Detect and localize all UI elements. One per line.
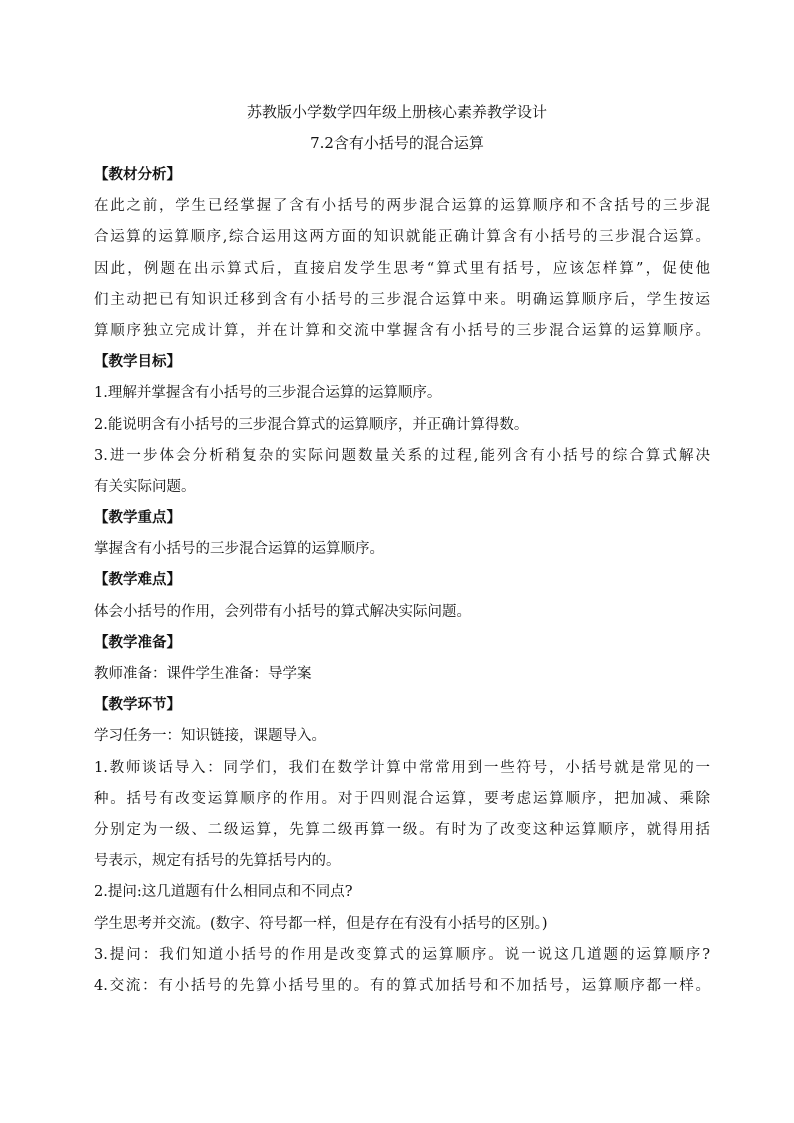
paragraph-line: 4.交流：有小括号的先算小括号里的。有的算式加括号和不加括号，运算顺序都一样。 <box>94 977 710 994</box>
section-heading: 【教学目标】 <box>94 354 181 371</box>
paragraph-line: 种。括号有改变运算顺序的作用。对于四则混合运算，要考虑运算顺序，把加减、乘除 <box>94 790 710 807</box>
paragraph-line: 体会小括号的作用，会列带有小括号的算式解决实际问题。 <box>94 603 471 620</box>
section-heading: 【教材分析】 <box>94 167 181 183</box>
paragraph-line: 3.提问：我们知道小括号的作用是改变算式的运算顺序。说一说这几道题的运算顺序? <box>94 946 710 963</box>
section-heading: 【教学环节】 <box>94 697 181 714</box>
paragraph-line: 在此之前，学生已经掌握了含有小括号的两步混合运算的运算顺序和不含括号的三步混 <box>94 198 710 215</box>
paragraph-line: 学习任务一：知识链接，课题导入。 <box>94 728 326 745</box>
paragraph-line: 有关实际问题。 <box>94 478 196 495</box>
paragraph-line: 分别定为一级、二级运算，先算二级再算一级。有时为了改变这种运算顺序，就得用括 <box>94 821 710 838</box>
paragraph-line: 1.理解并掌握含有小括号的三步混合运算的运算顺序。 <box>94 385 442 402</box>
paragraph-line: 号表示，规定有括号的先算括号内的。 <box>94 853 341 870</box>
paragraph-line: 因此，例题在出示算式后，直接启发学生思考“算式里有括号，应该怎样算”，促使他 <box>94 260 710 277</box>
document-subtitle: 7.2含有小括号的混合运算 <box>310 134 484 152</box>
section-heading: 【教学重点】 <box>94 510 181 527</box>
paragraph-line: 2.提问:这几道题有什么相同点和不同点? <box>94 884 353 901</box>
paragraph-line: 1.教师谈话导入：同学们，我们在数学计算中常常用到一些符号，小括号就是常见的一 <box>94 759 710 776</box>
paragraph-line: 学生思考并交流。(数字、符号都一样，但是存在有没有小括号的区别。) <box>94 915 548 932</box>
paragraph-line: 合运算的运算顺序,综合运用这两方面的知识就能正确计算含有小括号的三步混合运算。 <box>94 229 710 246</box>
document-body <box>94 160 710 1002</box>
paragraph-line: 3.进一步体会分析稍复杂的实际问题数量关系的过程,能列含有小括号的综合算式解决 <box>94 447 710 464</box>
section-heading: 【教学难点】 <box>94 572 181 589</box>
section-heading: 【教学准备】 <box>94 634 181 651</box>
paragraph-line: 2.能说明含有小括号的三步混合算式的运算顺序，并正确计算得数。 <box>94 416 529 433</box>
paragraph-line: 算顺序独立完成计算，并在计算和交流中掌握含有小括号的三步混合运算的运算顺序。 <box>94 322 710 339</box>
paragraph-line: 教师准备：课件学生准备：导学案 <box>94 666 312 682</box>
document-title: 苏教版小学数学四年级上册核心素养教学设计 <box>246 103 547 121</box>
paragraph-line: 掌握含有小括号的三步混合运算的运算顺序。 <box>94 541 384 558</box>
paragraph-line: 们主动把已有知识迁移到含有小括号的三步混合运算中来。明确运算顺序后，学生按运 <box>94 291 710 308</box>
